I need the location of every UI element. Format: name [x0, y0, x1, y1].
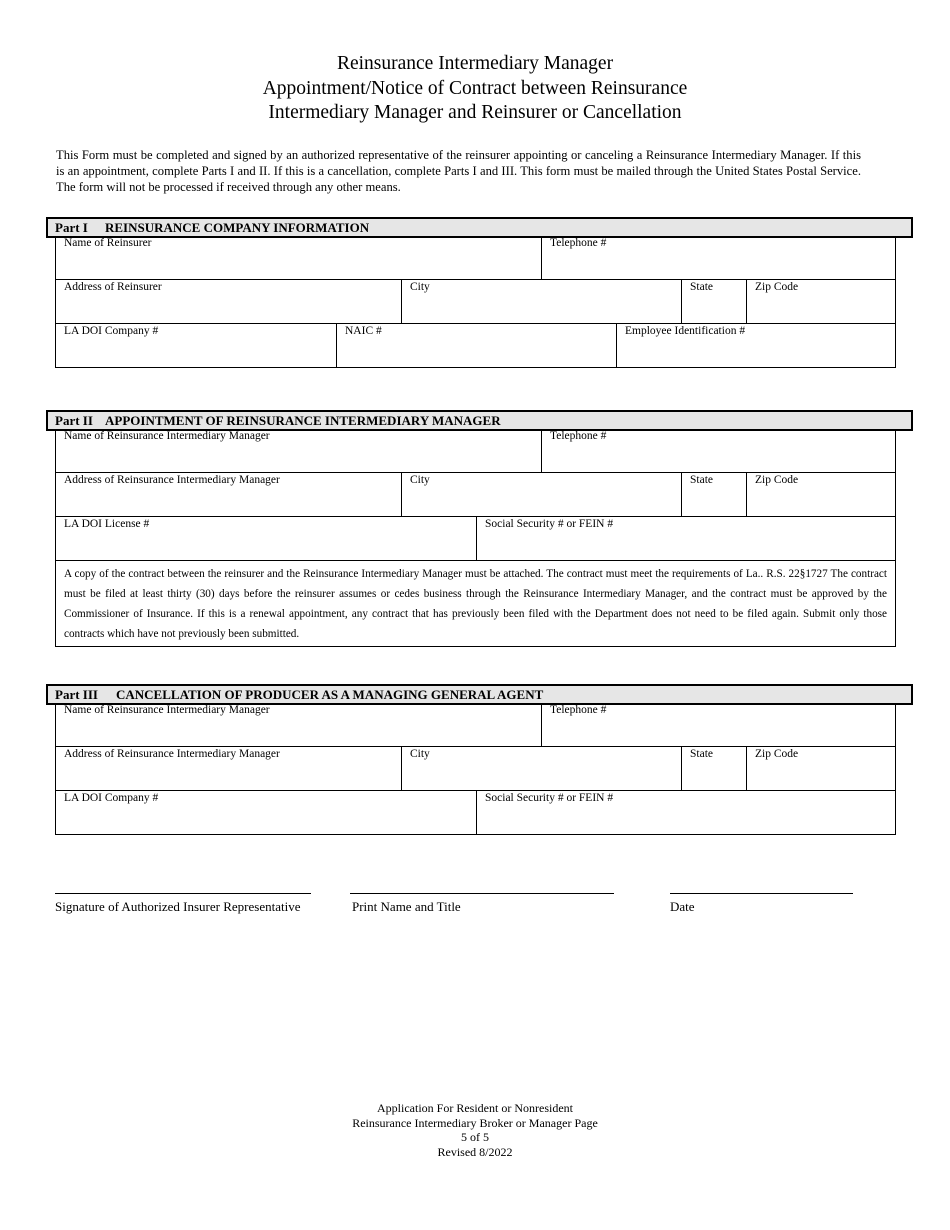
cancel-rim-city-field[interactable]: City [401, 747, 681, 790]
date-label: Date [670, 899, 695, 914]
title-line-1: Reinsurance Intermediary Manager [336, 53, 614, 74]
part3-row-2 [56, 746, 895, 790]
cancel-rim-company-number-field[interactable]: LA DOI Company # [64, 792, 159, 804]
footer-page-number: 5 of 5 [461, 1130, 489, 1144]
part3-grid [55, 703, 896, 835]
reinsurer-naic-field[interactable]: NAIC # [336, 324, 616, 367]
print-name-label: Print Name and Title [352, 899, 461, 914]
date-line[interactable] [670, 893, 853, 915]
page-footer [0, 1101, 950, 1159]
reinsurer-telephone-field[interactable]: Telephone # [541, 236, 895, 279]
reinsurer-address-field[interactable]: Address of Reinsurer [64, 281, 162, 293]
rim-ssn-fein-field[interactable]: Social Security # or FEIN # [476, 517, 895, 560]
rim-state-field[interactable]: State [681, 473, 746, 516]
part2-heading: APPOINTMENT OF REINSURANCE INTERMEDIARY MANAGER [105, 413, 501, 428]
rim-address-field[interactable]: Address of Reinsurance Intermediary Manager [64, 474, 280, 486]
reinsurer-ein-field[interactable]: Employee Identification # [616, 324, 895, 367]
print-name-line[interactable] [350, 893, 614, 915]
reinsurer-city-field[interactable]: City [401, 280, 681, 323]
part2-grid [55, 429, 896, 647]
part3-header [46, 684, 913, 705]
cancel-rim-zip-field[interactable]: Zip Code [746, 747, 895, 790]
part1-row-1 [56, 236, 895, 279]
rim-city-field[interactable]: City [401, 473, 681, 516]
form-title [0, 52, 950, 126]
part1-number: Part I [55, 220, 88, 235]
part3-heading: CANCELLATION OF PRODUCER AS A MANAGING GENERAL AGENT [116, 687, 544, 702]
cancel-rim-address-field[interactable]: Address of Reinsurance Intermediary Manager [64, 748, 280, 760]
part1-row-3 [56, 323, 895, 367]
cancel-rim-name-field[interactable]: Name of Reinsurance Intermediary Manager [64, 704, 270, 716]
reinsurer-name-field[interactable]: Name of Reinsurer [64, 237, 152, 249]
title-line-3: Intermediary Manager and Reinsurer or Cancellation [268, 102, 682, 123]
part1-header [46, 217, 913, 238]
footer-revision: Revised 8/2022 [437, 1144, 513, 1159]
part3-number: Part III [55, 687, 98, 702]
rim-telephone-field[interactable]: Telephone # [541, 429, 895, 472]
part1-heading: REINSURANCE COMPANY INFORMATION [105, 220, 370, 235]
footer-line-1: Application For Resident or Nonresident [377, 1101, 573, 1115]
part2-header [46, 410, 913, 431]
part1-grid [55, 236, 896, 368]
rim-name-field[interactable]: Name of Reinsurance Intermediary Manager [64, 430, 270, 442]
footer-line-2: Reinsurance Intermediary Broker or Manager Page [352, 1115, 598, 1130]
rim-zip-field[interactable]: Zip Code [746, 473, 895, 516]
intro-paragraph: This Form must be completed and signed by an authorized representative of the reinsurer appointing or canceling a Reinsurance Intermediary Manager. If this is an appointment, complete Parts I and II. If this is a cancellation, complete Parts I and III. This form must be mailed through the United States Postal Service. The form will not be processed if received through any other means. [56, 148, 861, 194]
cancel-rim-ssn-fein-field[interactable]: Social Security # or FEIN # [476, 791, 895, 834]
part1-row-2 [56, 279, 895, 323]
part2-row-2 [56, 472, 895, 516]
title-line-2: Appointment/Notice of Contract between Reinsurance [262, 77, 688, 99]
reinsurer-zip-field[interactable]: Zip Code [746, 280, 895, 323]
reinsurer-company-number-field[interactable]: LA DOI Company # [64, 325, 159, 337]
part3-row-3 [56, 790, 895, 834]
part2-number: Part II [55, 413, 93, 428]
part2-row-3 [56, 516, 895, 560]
part3-row-1 [56, 703, 895, 746]
part2-row-1 [56, 429, 895, 472]
contract-requirements-note: A copy of the contract between the reinsurer and the Reinsurance Intermediary Manager must be attached. The contract must meet the requirements of La.. R.S. 22§1727 The contract must be filed at least thirty (30) days before the reinsurer assumes or cedes business through the Reinsurance Intermediary Manager, and the contract must be approved by the Commissioner of Insurance. If this is a renewal appointment, any contract that has previously been filed with the Department does not need to be filed again. Submit only those contracts which have not previously been submitted. [56, 560, 895, 646]
cancel-rim-telephone-field[interactable]: Telephone # [541, 703, 895, 746]
rim-license-field[interactable]: LA DOI License # [64, 518, 150, 530]
cancel-rim-state-field[interactable]: State [681, 747, 746, 790]
signature-label: Signature of Authorized Insurer Representative [55, 899, 301, 914]
signature-line[interactable] [55, 893, 311, 915]
reinsurer-state-field[interactable]: State [681, 280, 746, 323]
